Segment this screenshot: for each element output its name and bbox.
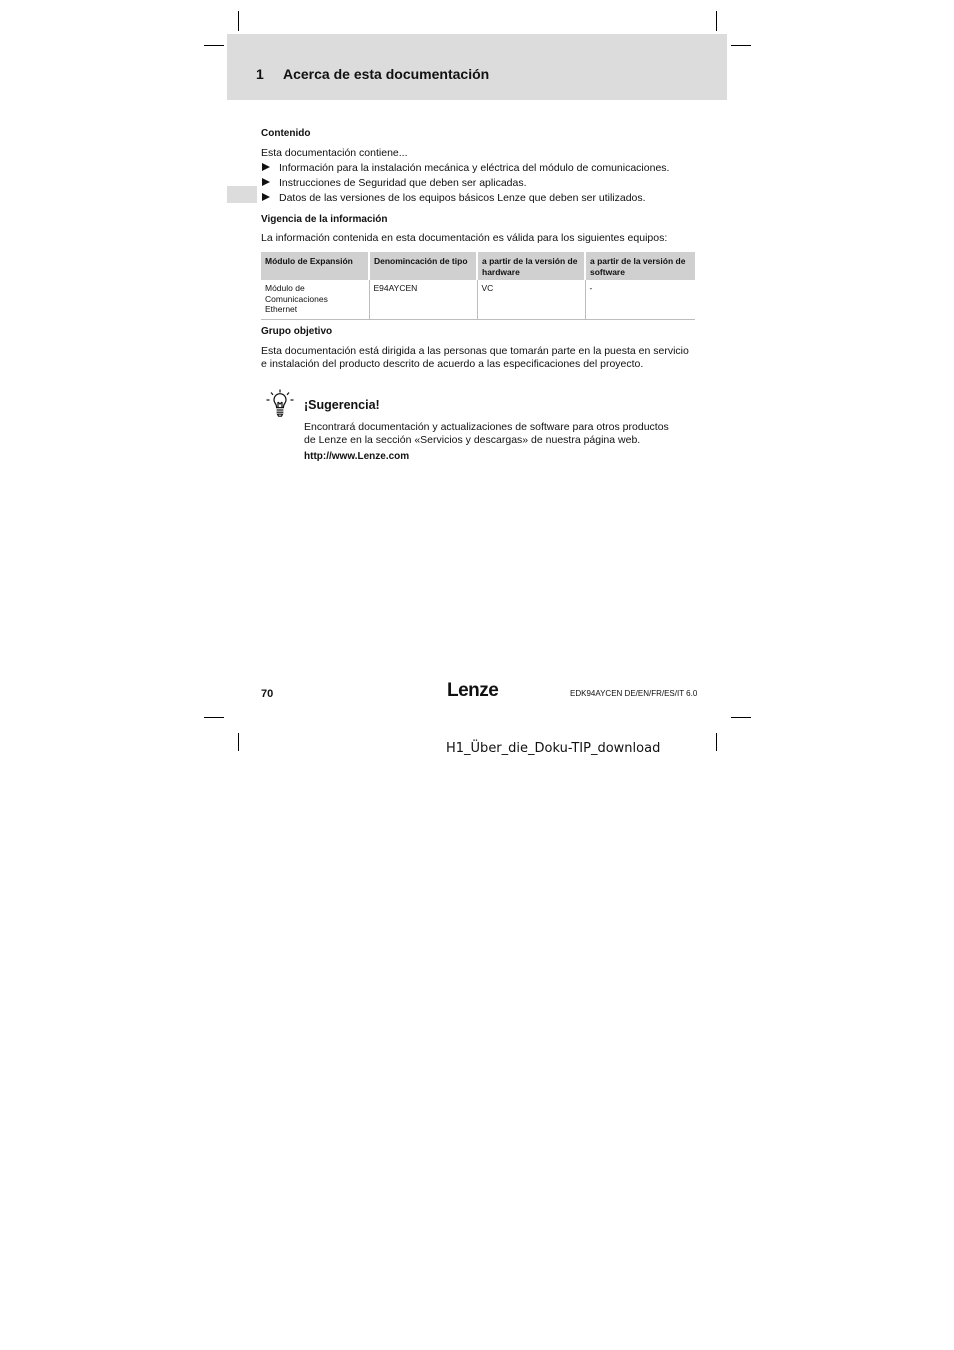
table-header-cell: Denomincación de tipo <box>369 252 477 280</box>
table-header-cell: Módulo de Expansión <box>261 252 369 280</box>
table-header-cell: a partir de la versión de hardware <box>477 252 585 280</box>
crop-mark <box>716 733 717 751</box>
crop-mark <box>204 717 224 718</box>
file-label: H1_Über_die_Doku-TIP_download <box>446 741 661 756</box>
bullet-item: Datos de las versiones de los equipos básicos Lenze que deben ser utilizados. <box>262 192 646 205</box>
page-number: 70 <box>261 688 274 700</box>
tip-text-line: de Lenze en la sección «Servicios y descargas» de nuestra página web. <box>304 434 641 446</box>
crop-mark <box>238 733 239 751</box>
grupo-text-line: e instalación del producto descrito de acuerdo a las especificaciones del proyecto. <box>261 358 644 370</box>
grupo-text-line: Esta documentación está dirigida a las personas que tomarán parte en la puesta en servicio <box>261 345 689 357</box>
bullet-arrow-icon <box>262 178 270 186</box>
table-header-cell: a partir de la versión de software <box>585 252 695 280</box>
lenze-website-link[interactable]: http://www.Lenze.com <box>304 451 410 462</box>
bullet-arrow-icon <box>262 163 270 171</box>
grupo-heading: Grupo objetivo <box>261 326 333 337</box>
validity-table <box>261 252 695 320</box>
crop-mark <box>731 717 751 718</box>
lenze-logo: Lenze <box>447 680 499 701</box>
bullet-item: Información para la instalación mecánica y eléctrica del módulo de comunicaciones. <box>262 162 669 175</box>
crop-mark <box>731 45 751 46</box>
vigencia-text: La información contenida en esta documentación es válida para los siguientes equipos: <box>261 232 668 244</box>
crop-mark <box>204 45 224 46</box>
table-cell: E94AYCEN <box>369 280 477 319</box>
side-tab-marker <box>227 186 257 203</box>
bullet-item: Instrucciones de Seguridad que deben ser aplicadas. <box>262 177 527 190</box>
tip-title: ¡Sugerencia! <box>304 398 380 412</box>
table-cell: - <box>585 280 695 319</box>
contenido-heading: Contenido <box>261 128 311 139</box>
table-cell: VC <box>477 280 585 319</box>
table-header-row <box>261 252 695 280</box>
bullet-arrow-icon <box>262 193 270 201</box>
table-row <box>261 280 695 319</box>
chapter-number: 1 <box>256 66 264 82</box>
tip-text-line: Encontrará documentación y actualizaciones de software para otros productos <box>304 421 669 433</box>
vigencia-heading: Vigencia de la información <box>261 214 388 225</box>
chapter-title: Acerca de esta documentación <box>283 66 490 82</box>
lightbulb-icon <box>265 389 295 419</box>
crop-mark <box>238 11 239 31</box>
table-cell: Módulo de Comunicaciones Ethernet <box>261 280 369 319</box>
crop-mark <box>716 11 717 31</box>
contenido-intro: Esta documentación contiene... <box>261 147 408 159</box>
document-id: EDK94AYCEN DE/EN/FR/ES/IT 6.0 <box>570 689 698 698</box>
